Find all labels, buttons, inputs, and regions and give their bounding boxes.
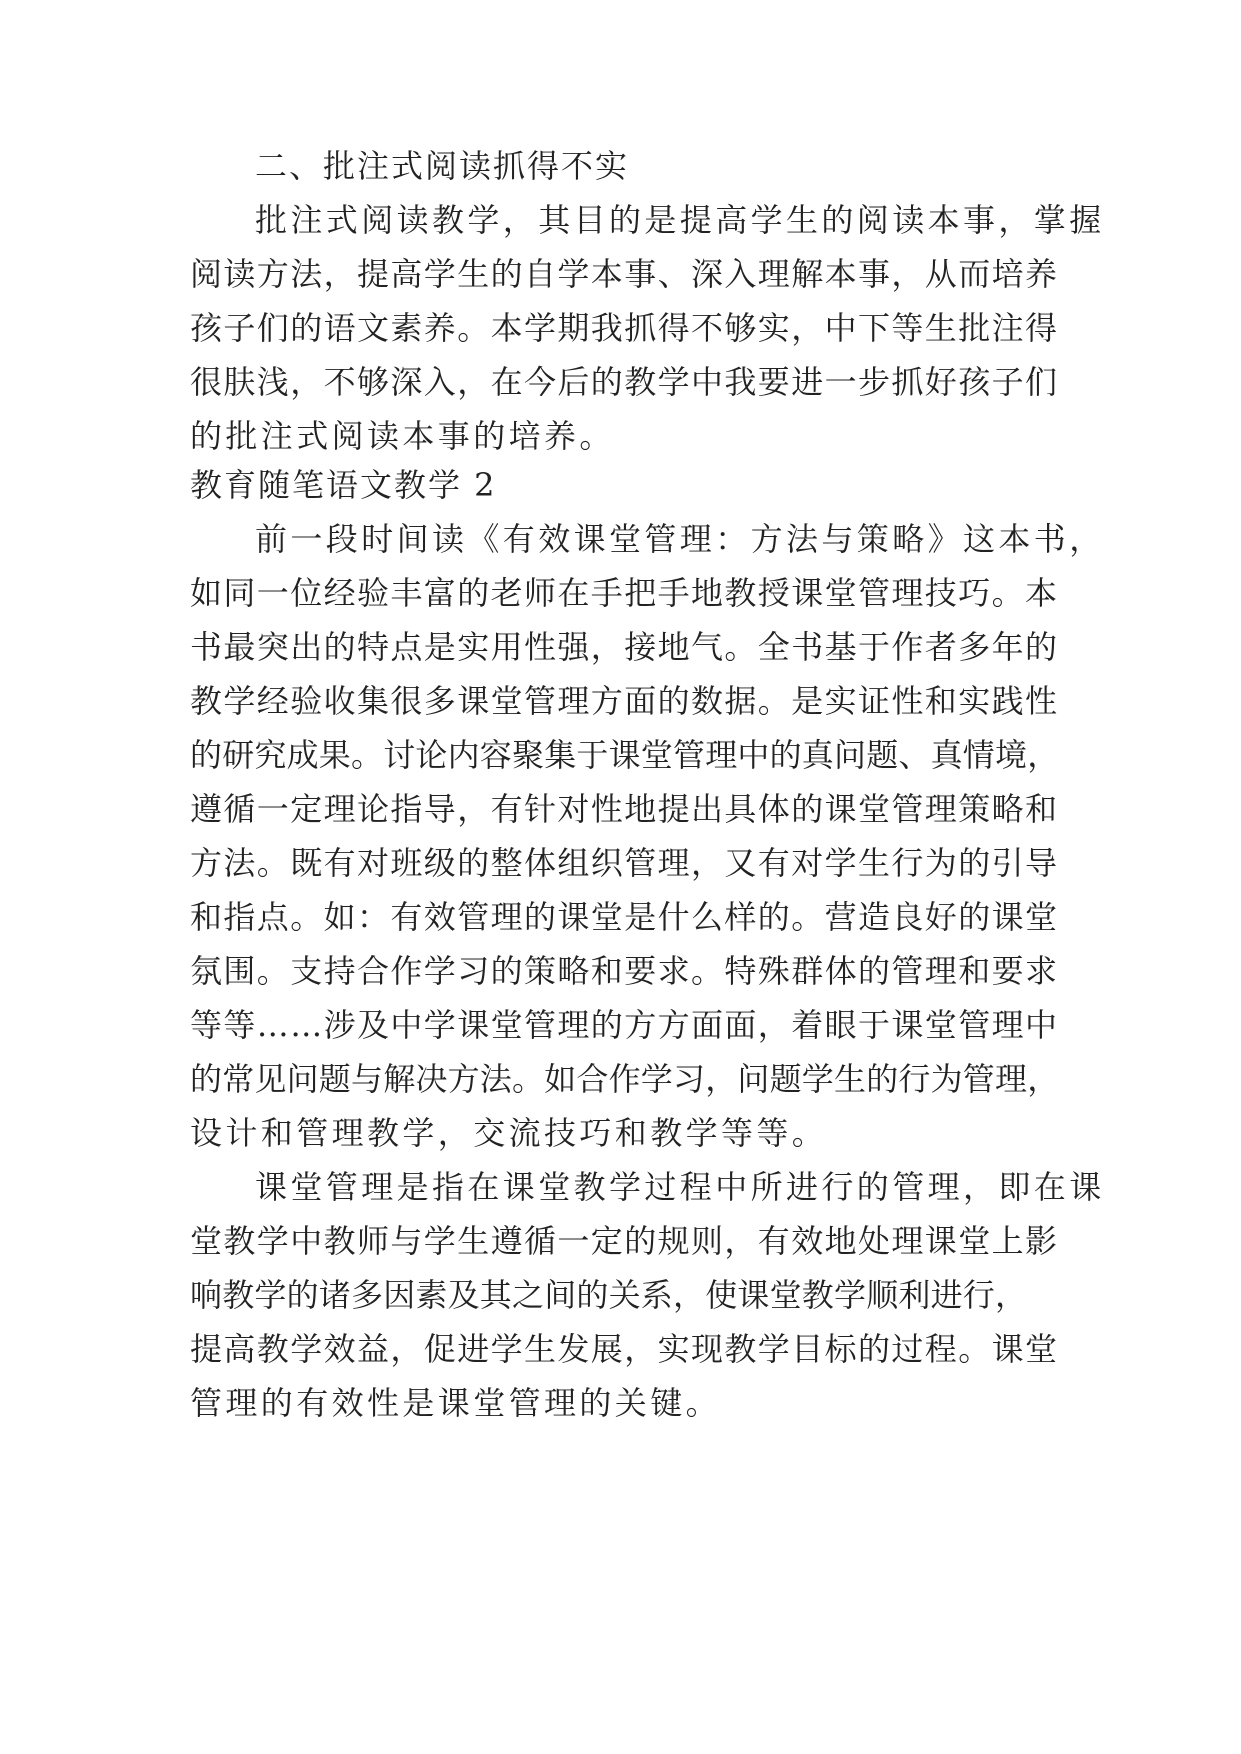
paragraph-line: 的批注式阅读本事的培养。 (190, 417, 615, 455)
article-title: 教育随笔语文教学 2 (190, 466, 497, 504)
section-heading: 二、批注式阅读抓得不实 (255, 147, 630, 185)
paragraph-line: 的常见问题与解决方法。如合作学习，问题学生的行为管理， (190, 1060, 1060, 1098)
paragraph-line: 书最突出的特点是实用性强，接地气。全书基于作者多年的 (190, 628, 1059, 666)
paragraph-line: 设计和管理教学，交流技巧和教学等等。 (190, 1114, 828, 1152)
paragraph-line: 批注式阅读教学，其目的是提高学生的阅读本事，掌握 (255, 201, 1105, 239)
paragraph-line: 和指点。如：有效管理的课堂是什么样的。营造良好的课堂 (190, 898, 1059, 936)
paragraph-line: 氛围。支持合作学习的策略和要求。特殊群体的管理和要求 (190, 952, 1059, 990)
paragraph-line: 很肤浅，不够深入，在今后的教学中我要进一步抓好孩子们 (190, 363, 1059, 401)
paragraph-line: 阅读方法，提高学生的自学本事、深入理解本事，从而培养 (190, 255, 1059, 293)
paragraph-line: 方法。既有对班级的整体组织管理，又有对学生行为的引导 (190, 844, 1059, 882)
paragraph-line: 遵循一定理论指导，有针对性地提出具体的课堂管理策略和 (190, 790, 1059, 828)
paragraph-line: 提高教学效益，促进学生发展，实现教学目标的过程。课堂 (190, 1330, 1059, 1368)
paragraph-line: 等等……涉及中学课堂管理的方方面面，着眼于课堂管理中 (190, 1006, 1059, 1044)
paragraph-line: 教学经验收集很多课堂管理方面的数据。是实证性和实践性 (190, 682, 1059, 720)
paragraph-line: 课堂管理是指在课堂教学过程中所进行的管理，即在课 (255, 1168, 1105, 1206)
paragraph-line: 堂教学中教师与学生遵循一定的规则，有效地处理课堂上影 (190, 1222, 1059, 1260)
paragraph-line: 前一段时间读《有效课堂管理：方法与策略》这本书， (255, 520, 1105, 558)
paragraph-line: 孩子们的语文素养。本学期我抓得不够实，中下等生批注得 (190, 309, 1059, 347)
paragraph-line: 的研究成果。讨论内容聚集于课堂管理中的真问题、真情境， (190, 736, 1060, 774)
paragraph-line: 如同一位经验丰富的老师在手把手地教授课堂管理技巧。本 (190, 574, 1059, 612)
paragraph-line: 响教学的诸多因素及其之间的关系，使课堂教学顺利进行， (190, 1276, 1028, 1314)
paragraph-line: 管理的有效性是课堂管理的关键。 (190, 1384, 722, 1422)
